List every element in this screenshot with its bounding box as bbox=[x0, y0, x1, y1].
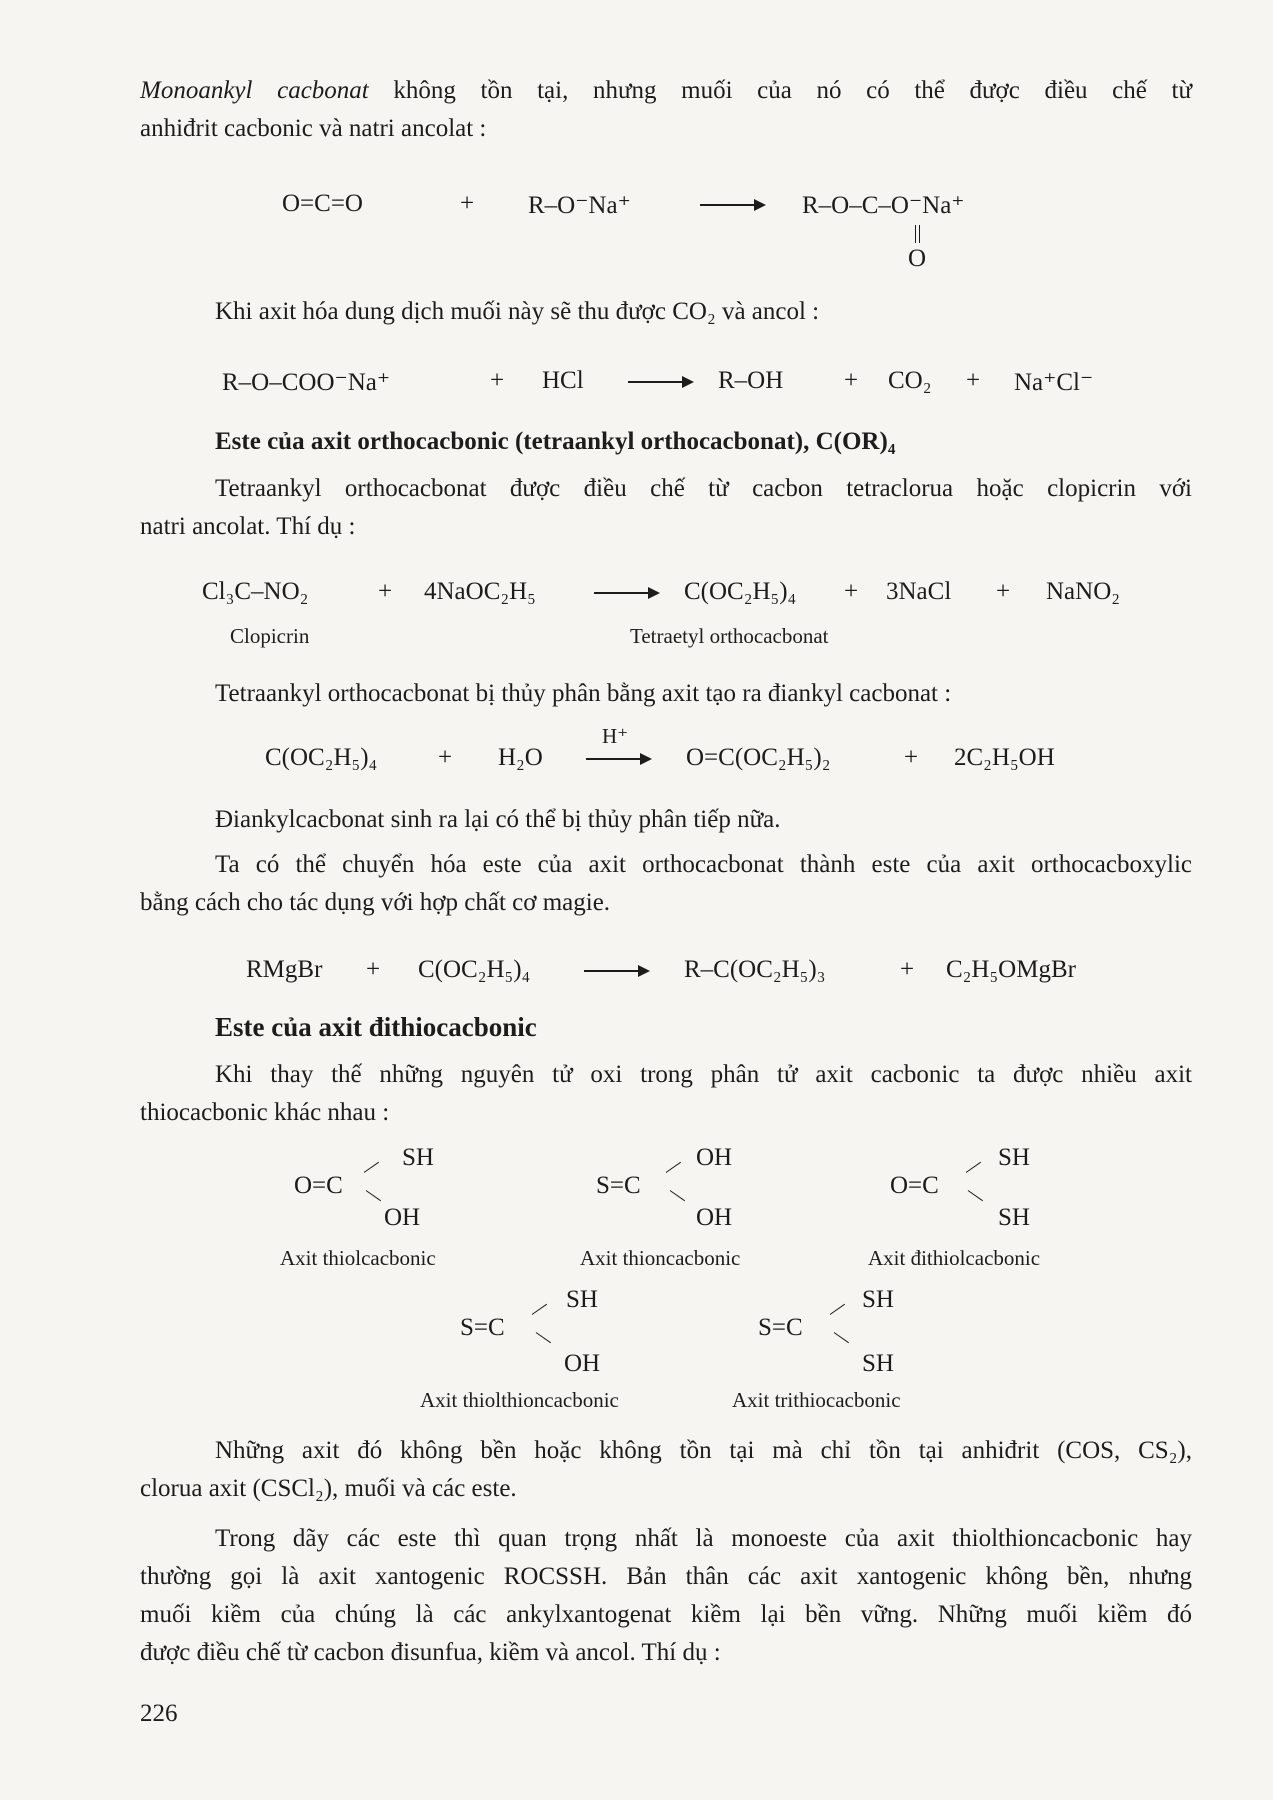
heading-orthocarbonic: Este của axit orthocacbonic (tetraankyl orthocacbonat), C(OR)₄ bbox=[215, 428, 896, 455]
tetra-line-2: natri ancolat. Thí dụ : bbox=[140, 513, 356, 540]
eq3-label-tetraethyl: Tetraetyl orthocacbonat bbox=[630, 624, 829, 648]
eq2-plus2: + bbox=[844, 367, 859, 394]
eq2-plus3: + bbox=[966, 367, 981, 394]
xantogen-paragraph bbox=[140, 1520, 1192, 1672]
eq3-plus2: + bbox=[844, 578, 859, 605]
eq4-lhs2: H₂O bbox=[498, 744, 543, 771]
xantogen-line-4: được điều chế từ cacbon đisunfua, kiềm và ancol. Thí dụ : bbox=[140, 1639, 721, 1666]
thio-line-2: thiocacbonic khác nhau : bbox=[140, 1099, 390, 1126]
tetra-line-1: Tetraankyl orthocacbonat được điều chế từ cacbon tetraclorua hoặc clopicrin với bbox=[215, 475, 1192, 502]
structure-label: Axit thioncacbonic bbox=[580, 1246, 741, 1270]
eq2-plus1: + bbox=[490, 367, 505, 394]
xantogen-line-1: Trong dãy các este thì quan trọng nhất là monoeste của axit thiolthioncacbonic hay bbox=[215, 1525, 1192, 1552]
xantogen-line-2: thường gọi là axit xantogenic ROCSSH. Bản thân các axit xantogenic không bền, nhưng bbox=[140, 1563, 1192, 1590]
eq5-rhs2: C₂H₅OMgBr bbox=[946, 956, 1076, 983]
intro-line-1-rest: không tồn tại, nhưng muối của nó có thể được điều chế từ bbox=[393, 77, 1192, 104]
hydrolysis-paragraph: Tetraankyl orthocacbonat bị thủy phân bằng axit tạo ra điankyl cacbonat : bbox=[215, 680, 952, 707]
eq1-lhs1: O=C=O bbox=[282, 190, 363, 217]
intro-term: Monoankyl cacbonat bbox=[140, 77, 369, 104]
convert-line-1: Ta có thể chuyển hóa este của axit orthocacbonat thành este của axit orthocacboxylic bbox=[215, 851, 1192, 878]
bond-up bbox=[966, 1162, 981, 1173]
eq1-lhs2: R–O⁻Na⁺ bbox=[528, 192, 631, 219]
structure-label: Axit thiolthioncacbonic bbox=[420, 1388, 619, 1412]
eq2-rhs3: Na⁺Cl⁻ bbox=[1014, 369, 1094, 396]
unstable-line-2: clorua axit (CSCl₂), muối và các este. bbox=[140, 1475, 517, 1502]
eq3-rhs2: 3NaCl bbox=[886, 578, 952, 605]
convert-paragraph bbox=[140, 846, 1192, 922]
struct-top: SH bbox=[566, 1286, 598, 1313]
struct-left: S=C bbox=[596, 1172, 641, 1199]
eq5-arrow bbox=[584, 956, 648, 984]
intro-line-2: anhiđrit cacbonic và natri ancolat : bbox=[140, 115, 487, 142]
struct-top: SH bbox=[998, 1144, 1030, 1171]
eq4-plus1: + bbox=[438, 744, 453, 771]
xantogen-line-3: muối kiềm của chúng là các ankylxantogenat kiềm lại bền vững. Những muối kiềm đó bbox=[140, 1601, 1192, 1628]
structure-label: Axit trithiocacbonic bbox=[732, 1388, 901, 1412]
eq3-lhs2: 4NaOC₂H₅ bbox=[424, 578, 536, 605]
intro-paragraph bbox=[140, 72, 1192, 148]
struct-bottom: SH bbox=[862, 1350, 894, 1377]
eq4-arrow bbox=[586, 744, 650, 772]
eq4-rhs1: O=C(OC₂H₅)₂ bbox=[686, 744, 831, 771]
eq3-rhs3: NaNO₂ bbox=[1046, 578, 1120, 605]
struct-left: O=C bbox=[890, 1172, 939, 1199]
eq4-rhs2: 2C₂H₅OH bbox=[954, 744, 1055, 771]
thio-line-1: Khi thay thế những nguyên tử oxi trong phân tử axit cacbonic ta được nhiều axit bbox=[215, 1061, 1192, 1088]
eq3-lhs1: Cl₃C–NO₂ bbox=[202, 578, 309, 605]
convert-line-2: bằng cách cho tác dụng với hợp chất cơ magie. bbox=[140, 889, 611, 916]
bond-down bbox=[968, 1190, 983, 1201]
unstable-paragraph bbox=[140, 1432, 1192, 1508]
eq2-rhs1: R–OH bbox=[718, 367, 784, 394]
intro-line-1 bbox=[140, 72, 1192, 110]
eq1-arrow bbox=[700, 190, 764, 218]
bond-down bbox=[536, 1332, 551, 1343]
eq3-plus3: + bbox=[996, 578, 1011, 605]
eq2-arrow bbox=[628, 367, 692, 395]
bond-down bbox=[670, 1190, 685, 1201]
eq5-lhs2: C(OC₂H₅)₄ bbox=[418, 956, 531, 983]
thio-paragraph bbox=[140, 1056, 1192, 1132]
struct-top: SH bbox=[862, 1286, 894, 1313]
heading-dithiocarbonic: Este của axit đithiocacbonic bbox=[215, 1012, 537, 1042]
struct-bottom: OH bbox=[564, 1350, 601, 1377]
dialkyl-paragraph: Điankylcacbonat sinh ra lại có thể bị thủy phân tiếp nữa. bbox=[215, 806, 781, 833]
eq3-label-clopicrin: Clopicrin bbox=[230, 624, 310, 648]
eq5-rhs1: R–C(OC₂H₅)₃ bbox=[684, 956, 826, 983]
eq4-catalyst: H⁺ bbox=[602, 724, 629, 748]
eq2-lhs2: HCl bbox=[542, 367, 584, 394]
struct-bottom: OH bbox=[384, 1204, 421, 1231]
eq2-lhs1: R–O–COO⁻Na⁺ bbox=[222, 369, 391, 396]
struct-bottom: OH bbox=[696, 1204, 733, 1231]
struct-left: S=C bbox=[460, 1314, 505, 1341]
bond-up bbox=[830, 1304, 845, 1315]
eq3-rhs1: C(OC₂H₅)₄ bbox=[684, 578, 797, 605]
bond-up bbox=[532, 1304, 547, 1315]
eq5-lhs1: RMgBr bbox=[246, 956, 323, 983]
eq4-plus2: + bbox=[904, 744, 919, 771]
eq3-plus1: + bbox=[378, 578, 393, 605]
acidify-paragraph: Khi axit hóa dung dịch muối này sẽ thu được CO₂ và ancol : bbox=[215, 298, 820, 325]
struct-top: SH bbox=[402, 1144, 434, 1171]
eq3-arrow bbox=[594, 578, 658, 606]
eq1-double-bond bbox=[915, 225, 920, 243]
structure-label: Axit đithiolcacbonic bbox=[868, 1246, 1041, 1270]
bond-down bbox=[366, 1190, 381, 1201]
struct-left: S=C bbox=[758, 1314, 803, 1341]
eq1-rhs-oxygen: O bbox=[908, 245, 927, 272]
struct-left: O=C bbox=[294, 1172, 343, 1199]
tetra-paragraph bbox=[140, 470, 1192, 546]
structure-label: Axit thiolcacbonic bbox=[280, 1246, 436, 1270]
bond-up bbox=[364, 1162, 379, 1173]
eq2-rhs2: CO₂ bbox=[888, 367, 932, 394]
eq1-rhs: R–O–C–O⁻Na⁺ bbox=[802, 192, 965, 219]
eq1-plus: + bbox=[460, 190, 475, 217]
bond-down bbox=[834, 1332, 849, 1343]
eq4-lhs1: C(OC₂H₅)₄ bbox=[265, 744, 378, 771]
eq5-plus1: + bbox=[366, 956, 381, 983]
unstable-line-1: Những axit đó không bền hoặc không tồn tại mà chỉ tồn tại anhiđrit (COS, CS₂), bbox=[215, 1437, 1192, 1464]
bond-up bbox=[666, 1162, 681, 1173]
struct-top: OH bbox=[696, 1144, 733, 1171]
page-number: 226 bbox=[140, 1700, 178, 1727]
eq5-plus2: + bbox=[900, 956, 915, 983]
struct-bottom: SH bbox=[998, 1204, 1030, 1231]
